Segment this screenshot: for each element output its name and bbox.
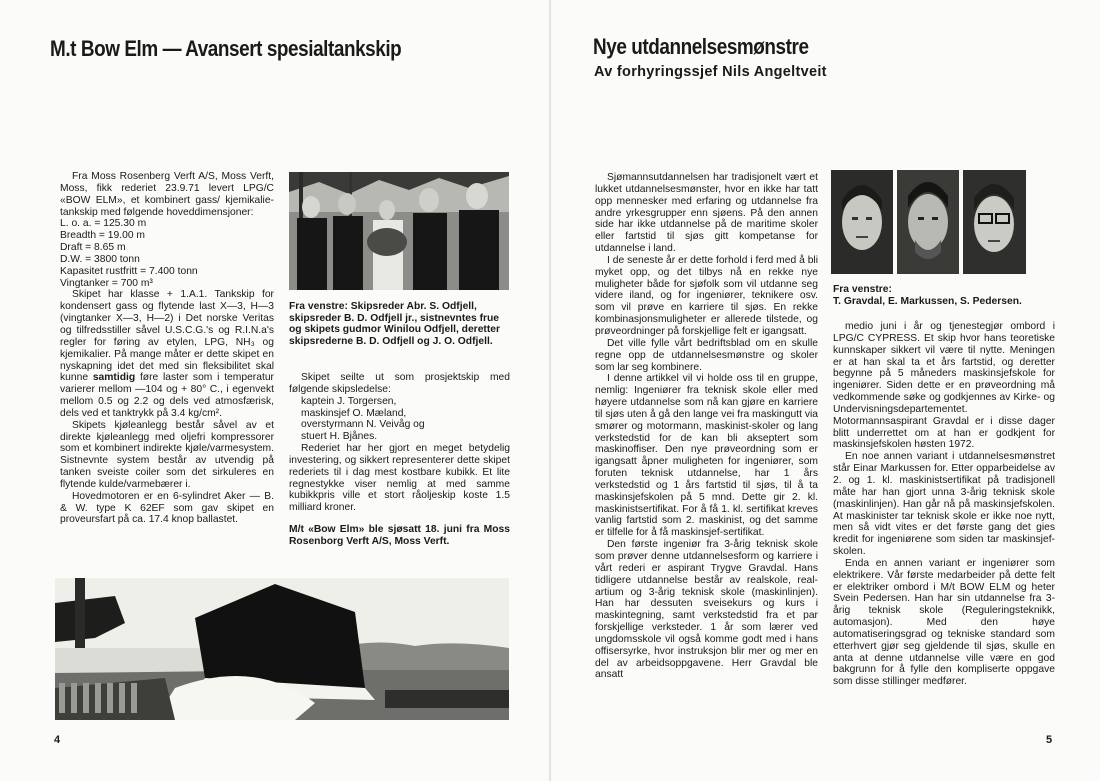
body-paragraph: I denne artikkel vil vi holde oss til en gruppe, nemlig: Ingeniører fra teknisk skole eller med høyere utdannelse som nå kan gjøre en karriere til sjøs uten å gå den lange vei fra maskingutt via smører og motormann, maskinist-skoler og lang verkstedstid for de kan bli akseptert som maskinoffiser. Den nye prøveordning som er igangsatt åpner muligheten for ingeniører, som foruten teknisk utdannelse, har 1 års verkstedstid og 1 års fartstid til sjøs, til å ta maskinsjefskolen på 5 mnd. Dette gir 2. kl. maskinistsertifikat. For å få 1. kl. sertifikat kreves vanlig fartstid som 2. maskinist, og det samme er tilfelle for å få maskinsjef-sertifikat. [595, 373, 818, 539]
body-paragraph: medio juni i år og tjenestegjør ombord i LPG/C CYPRESS. Et skip hvor hans teoretiske kunnskaper sikkert vil være til nytte. Meningen er at han skal ta et års fartstid, og deretter begynne på 5 måneders maskinsjefskole for ingeniører. Siden dette er en prøveordning må vedkommende søke og godkjennes av Kirke- og Undervisningsdepartementet. Motormannsaspirant Gravdal er i disse dager blitt underrettet om at han er godkjent for maskinsjefskolen høsten 1972. [833, 321, 1055, 451]
body-paragraph: En noe annen variant i utdannelsesmønstret står Einar Markussen for. Etter opparbeidelse av 2. og 1. kl. maskinistsertifikat på tradisjonell måte har han gjort unna 3-årig teknisk skole (maskinlinjen). Han går nå på maskinsjefskolen. At maskinister tar teknisk skole er ikke noe nytt, men så vidt vites er det første gang det gies kredit for ingeniørene som siden tar maskinsjef-skolen. [833, 451, 1055, 558]
dimension-item: Vingtanker = 700 m³ [60, 277, 153, 289]
dimension-item: Draft = 8.65 m [60, 242, 126, 254]
launch-photo [55, 578, 509, 720]
dimension-item: Breadth = 19.00 m [60, 230, 146, 242]
portrait-caption: Fra venstre: T. Gravdal, E. Markussen, S. Pedersen. [833, 284, 1022, 307]
education-column-2 [833, 321, 1055, 688]
dimension-item: D.W. = 3800 tonn [60, 253, 140, 265]
education-column-1 [595, 172, 818, 681]
crew-list [289, 396, 510, 443]
bow-elm-column-1 [60, 171, 274, 526]
crew-item: overstyrmann N. Veivåg og [301, 419, 425, 431]
page-4 [0, 0, 549, 781]
crew-item: maskinsjef O. Mæland, [301, 407, 407, 419]
intro-paragraph: Fra Moss Rosenberg Verft A/S, Moss Verft, Moss, fikk rederiet 23.9.71 levert LPG/C «BOW ELM», et kombinert gass/ kjemikalie-tankskip med følgende hoveddimensjoner: [60, 171, 274, 218]
emphasis-samtidig: samtidig [92, 372, 136, 384]
body-paragraph: Det ville fylle vårt bedriftsblad om en skulle regne opp de utdannelsesmønstre og skoler som lar seg kombinere. [595, 337, 818, 373]
article-title-bow-elm: M.t Bow Elm — Avansert spesialtankskip [50, 36, 402, 61]
body-paragraph: Den første ingeniør fra 3-årig teknisk skole som prøver denne utdannelsesform og karriere i vårt rederi er aspirant Trygve Gravdal. Hans tidligere utdannelse består av realskole, real-artium og 3-årig teknisk skole (maskinlinjen). Han har dessuten sveisekurs og kurs i maskintegning, samt verkstedstid fra et par forskjellige verksteder. 1 år som lærer ved ungdomsskole vil også komme godt med i hans offisersyrke, hvor instruksjon blir mer og mer en del av arbeidsoppgavene. Herr Gravdal ble ansatt [595, 539, 818, 681]
page-5 [551, 0, 1100, 781]
article-title-education: Nye utdannelsesmønstre [593, 34, 809, 59]
dimension-item: Kapasitet rustfritt = 7.400 tonn [60, 265, 198, 277]
photo-caption-owners: Fra venstre: Skipsreder Abr. S. Odfjell, skipsreder B. D. Odfjell jr., sistnevntes frue og skipets gudmor Winilou Odfjell, deretter skipsrederne B. D. Odfjell og J. O. Odfjell. [289, 301, 501, 347]
page-number-right: 5 [1046, 734, 1053, 746]
body-paragraph: Sjømannsutdannelsen har tradisjonelt vært et lukket utdannelsesmønster, hvor en ikke har tatt opp mennesker med erfaring og utdannelse fra andre yrkesgrupper enn sjøens. På den annen side har ikke utdannelse på de maritime skoler eller fartstid til sjøs gitt kompetanse for utdannelse i land. [595, 172, 818, 255]
dimension-list [60, 218, 274, 289]
body-paragraph: Enda en annen variant er ingeniører som elektrikere. Vår første medarbeider på dette felt er elektriker ombord i M/t BOW ELM og heter Svein Pedersen. Han har sin utdannelse fra 3-årig teknisk skole (Reguleringsteknikk, automasjon). Med den høye automatiseringsgrad og tekniske standard som etterhvert gjør seg gjeldende til sjøs, skulle en anta at denne utdannelse ville være en god bakgrunn for å fylle den kompliserte oppgave som disse stillinger medfører. [833, 557, 1055, 688]
christening-photo [289, 172, 509, 290]
portrait-photos [831, 170, 1026, 274]
bow-elm-column-2 [289, 372, 510, 548]
cooling-paragraph: Skipets kjøleanlegg består såvel av et direkte kjøleanlegg med oljefri kompressorer som et kombinert indirekte kjøle/varmesystem. Sistnevnte system består av utvendig på tanken sveiste coiler som det sirkuleres en flytende kulde/varmebærer i. [60, 419, 274, 490]
crew-item: kaptein J. Torgersen, [301, 395, 397, 407]
page-number-left: 4 [54, 734, 61, 746]
launch-note: M/t «Bow Elm» ble sjøsatt 18. juni fra Moss Rosenborg Verft A/S, Moss Verft. [289, 524, 510, 547]
byline: Av forhyringssjef Nils Angeltveit [594, 64, 827, 80]
crew-item: stuert H. Bjånes. [301, 431, 378, 443]
engine-paragraph: Hovedmotoren er en 6-sylindret Aker — B. & W. type K 62EF som gav skipet en proveursfart på ca. 17.4 knop ballastet. [60, 490, 274, 526]
investment-paragraph: Rederiet har her gjort en meget betydelig investering, og sikkert representerer dette skipet rederiets til i dag mest kostbare kubikk. Et lite regnestykke viser nemlig at med samme kubikkpris ville et stort råoljeskip koste 1.5 milliard kroner. [289, 443, 510, 514]
crew-intro: Skipet seilte ut som prosjektskip med følgende skipsledelse: [289, 372, 510, 395]
class-paragraph: Skipet har klasse + 1.A.1. Tankskip for kondensert gass og flytende last X—3, H—3 (vingtanker X—3, H—2) i Det norske Veritas og tilfredsstiller såvel U.S.C.G.'s og R.I.N.a's regler for føring av etylen, LPG, NH₃ og kjemikalier. På mange måter er dette skipet en nyskapning idet det med sin fleksibilitet skal kunne samtidig føre laster som i temperatur varierer mellom —104 og + 80° C., i egenvekt mellom 0.5 og 2.2 og dels ved atmosfærisk, dels ved et tanktrykk på 3.4 kg/cm². [60, 289, 274, 419]
body-paragraph: I de seneste år er dette forhold i ferd med å bli myket opp, og det tilbys nå en rekke nye muligheter både for sjøfolk som vil utdanne seg videre iland, og for ingeniører, teknikere osv. som vil prøve en karriere til sjøs. En rekke kombinasjonsmuligheter er allerede tilstede, og prøveordninger på forskjellige felt er igangsatt. [595, 254, 818, 337]
dimension-item: L. o. a. = 125.30 m [60, 218, 147, 230]
